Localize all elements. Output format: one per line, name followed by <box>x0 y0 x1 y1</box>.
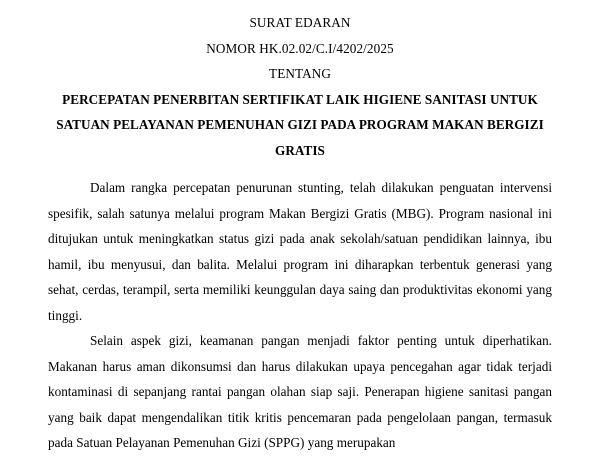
header-line-nomor: NOMOR HK.02.02/C.I/4202/2025 <box>206 40 394 56</box>
title-line-3: GRATIS <box>275 142 325 158</box>
paragraph-2: Selain aspek gizi, keamanan pangan menjadi faktor penting untuk diperhatikan. Makanan harus aman dikonsumsi dan harus dilakukan upaya pencegahan agar tidak terjadi kontaminasi di sepanjang rantai pangan olahan siap saji. Penerapan higiene sanitasi pangan yang baik dapat mengendalikan titik kritis pencemaran pada pengelolaan pangan, termasuk pada Satuan Pelayanan Pemenuhan Gizi (SPPG) yang merupakan <box>48 333 552 450</box>
title-line-2: SATUAN PELAYANAN PEMENUHAN GIZI PADA PROGRAM MAKAN BERGIZI <box>56 117 544 132</box>
paragraph-1: Dalam rangka percepatan penurunan stunting, telah dilakukan penguatan intervensi spesifik, salah satunya melalui program Makan Bergizi Gratis (MBG). Program nasional ini ditujukan untuk meningkatkan status gizi pada anak sekolah/satuan pendidikan lainnya, ibu hamil, ibu menyusui, dan balita. Melalui program ini diharapkan terbentuk generasi yang sehat, cerdas, terampil, serta memiliki keunggulan daya saing dan produktivitas ekonomi yang tinggi. <box>48 180 552 323</box>
header-line-tentang: TENTANG <box>269 66 331 81</box>
title-line-1: PERCEPATAN PENERBITAN SERTIFIKAT LAIK HIGIENE SANITASI UNTUK <box>62 91 538 107</box>
document-title <box>48 87 552 164</box>
header-line-surat-edaran: SURAT EDARAN <box>249 15 351 30</box>
document-body <box>48 175 552 456</box>
document-header <box>48 10 552 87</box>
